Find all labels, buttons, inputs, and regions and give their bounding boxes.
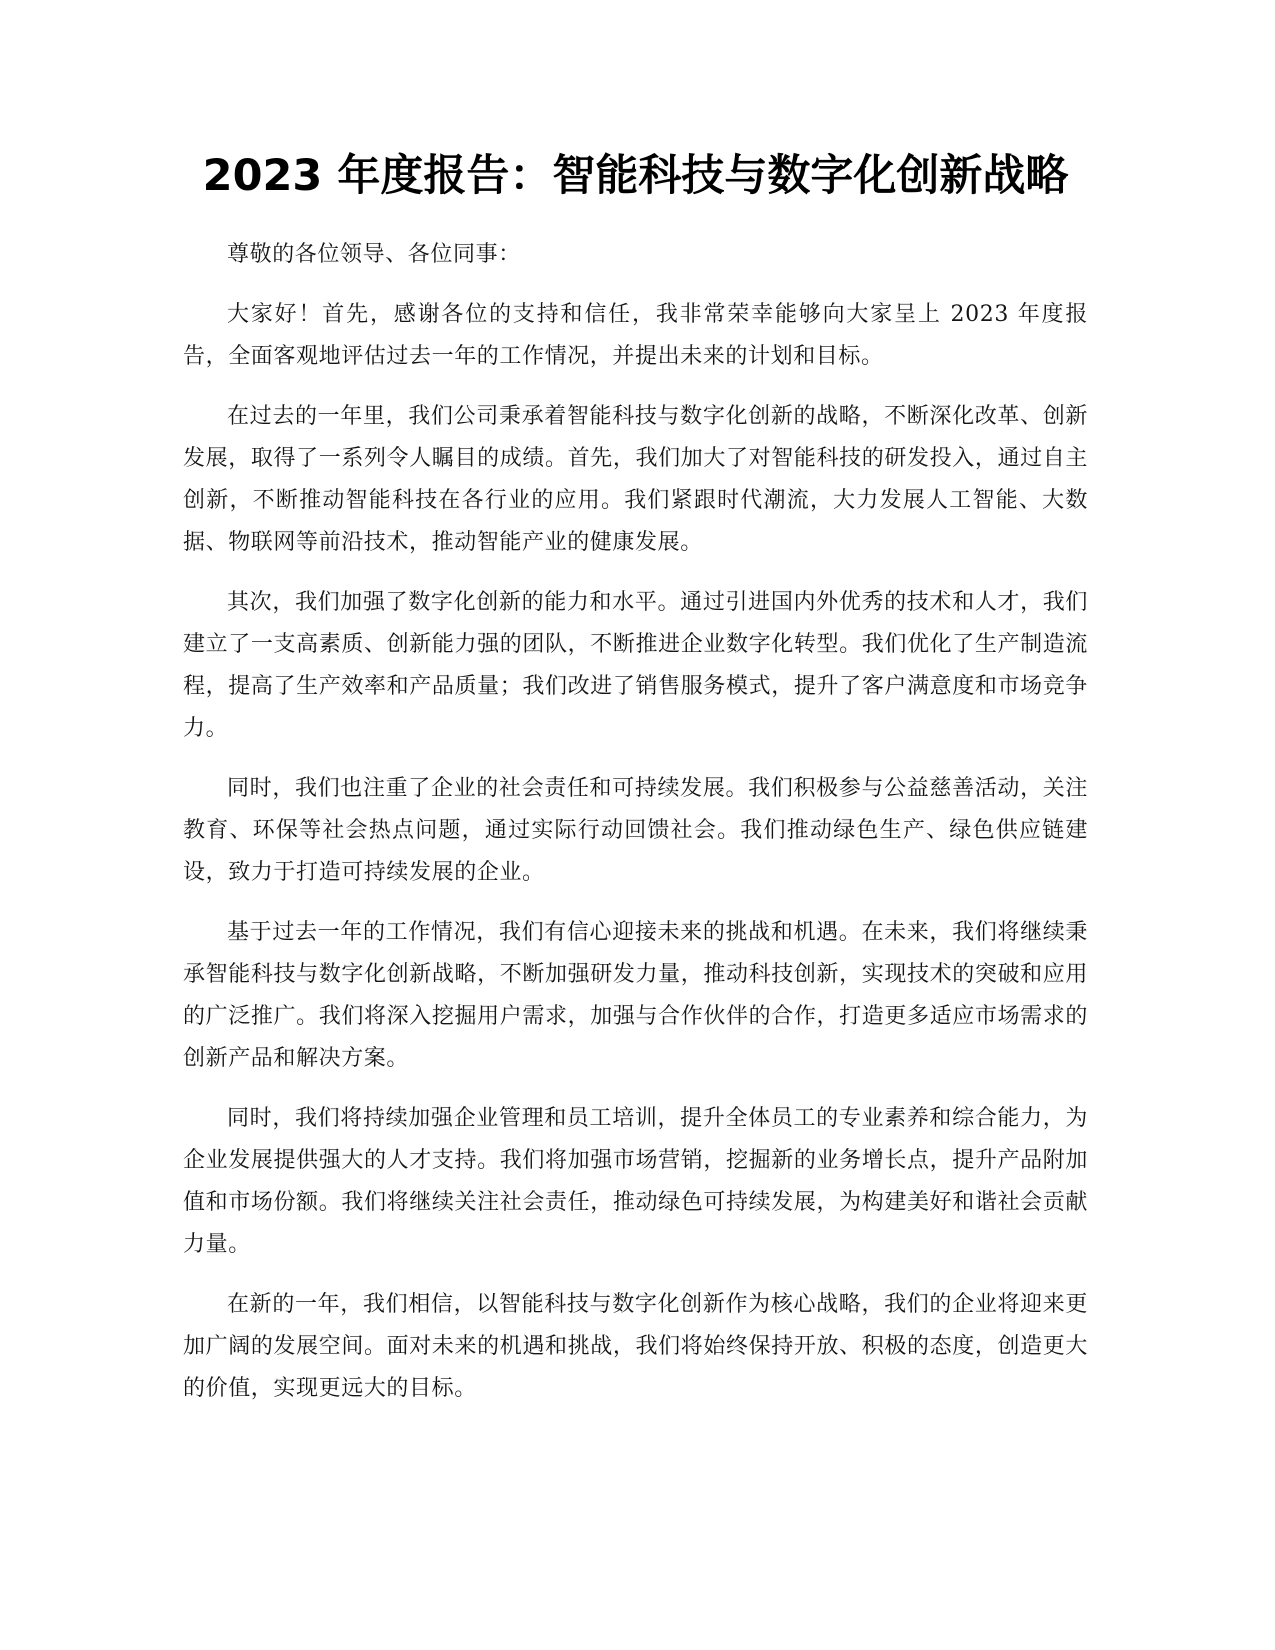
document-title: 2023 年度报告：智能科技与数字化创新战略 [202,151,1069,201]
paragraph-salutation: 尊敬的各位领导、各位同事： [227,242,521,267]
document-body [183,234,1088,1410]
paragraph-social-responsibility: 同时，我们也注重了企业的社会责任和可持续发展。我们积极参与公益慈善活动，关注教育、环保等社会热点问题，通过实际行动回馈社会。我们推动绿色生产、绿色供应链建设，致力于打造可持续发展的企业。 [183,776,1088,885]
paragraph-future-plans: 基于过去一年的工作情况，我们有信心迎接未来的挑战和机遇。在未来，我们将继续秉承智能科技与数字化创新战略，不断加强研发力量，推动科技创新，实现技术的突破和应用的广泛推广。我们将深入挖掘用户需求，加强与合作伙伴的合作，打造更多适应市场需求的创新产品和解决方案。 [183,920,1088,1071]
document-page [183,148,1088,1428]
paragraph-digital-innovation: 其次，我们加强了数字化创新的能力和水平。通过引进国内外优秀的技术和人才，我们建立了一支高素质、创新能力强的团队，不断推进企业数字化转型。我们优化了生产制造流程，提高了生产效率和产品质量；我们改进了销售服务模式，提升了客户满意度和市场竞争力。 [183,590,1088,741]
paragraph-past-year: 在过去的一年里，我们公司秉承着智能科技与数字化创新的战略，不断深化改革、创新发展，取得了一系列令人瞩目的成绩。首先，我们加大了对智能科技的研发投入，通过自主创新，不断推动智能科技在各行业的应用。我们紧跟时代潮流，大力发展人工智能、大数据、物联网等前沿技术，推动智能产业的健康发展。 [183,404,1088,555]
paragraph-new-year-outlook: 在新的一年，我们相信，以智能科技与数字化创新作为核心战略，我们的企业将迎来更加广阔的发展空间。面对未来的机遇和挑战，我们将始终保持开放、积极的态度，创造更大的价值，实现更远大的目标。 [183,1292,1088,1401]
paragraph-management-training: 同时，我们将持续加强企业管理和员工培训，提升全体员工的专业素养和综合能力，为企业发展提供强大的人才支持。我们将加强市场营销，挖掘新的业务增长点，提升产品附加值和市场份额。我们将继续关注社会责任，推动绿色可持续发展，为构建美好和谐社会贡献力量。 [183,1106,1088,1257]
paragraph-greeting: 大家好！首先，感谢各位的支持和信任，我非常荣幸能够向大家呈上 2023 年度报告，全面客观地评估过去一年的工作情况，并提出未来的计划和目标。 [183,302,1088,369]
